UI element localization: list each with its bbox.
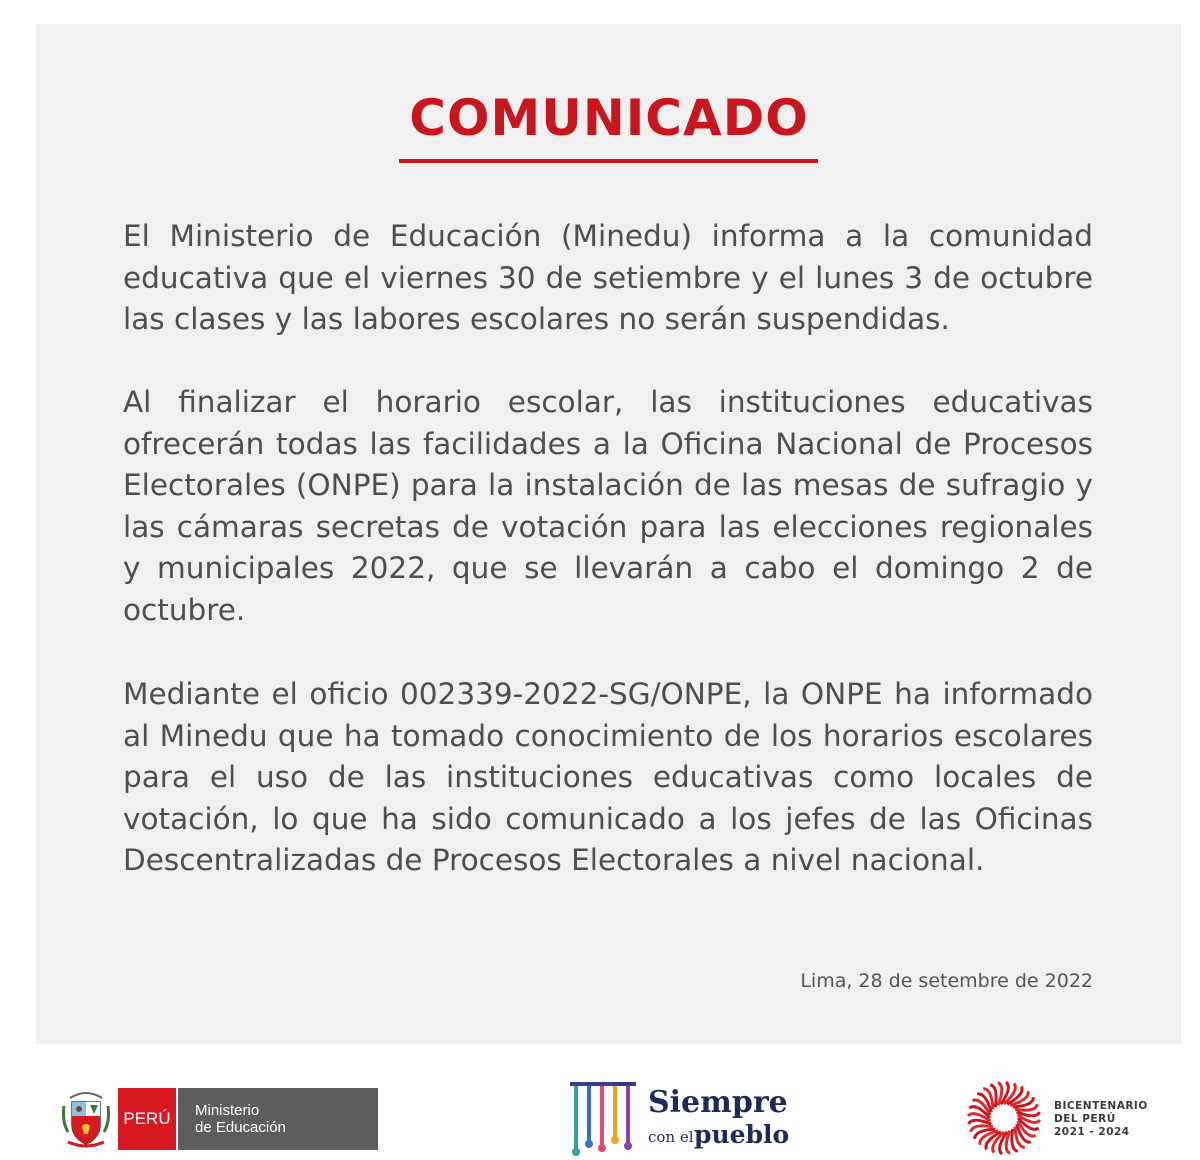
page-title: COMUNICADO	[409, 89, 809, 147]
bicentenario-line-3: 2021 - 2024	[1054, 1126, 1130, 1138]
con-el-word: con el	[648, 1128, 694, 1146]
peru-badge	[118, 1088, 176, 1150]
ministry-badge	[178, 1088, 378, 1150]
paragraph-2: Al finalizar el horario escolar, las instituciones educativas ofrecerán todas las facilidades a la Oficina Nacional de Procesos Electorales (ONPE) para la instalación de las mesas de sufragio y las cámaras secretas de votación para las elecciones regionales y municipales 2022, que se llevarán a cabo el domingo 2 de octubre.	[123, 385, 1093, 627]
peru-label: PERÚ	[123, 1109, 171, 1128]
paragraph-1: El Ministerio de Educación (Minedu) informa a la comunidad educativa que el viernes 30 de setiembre y el lunes 3 de octubre las clases y las labores escolares no serán suspendidas.	[123, 219, 1093, 336]
bicentenario-logo	[966, 1080, 1176, 1156]
bicentenario-line-2: DEL PERÚ	[1054, 1113, 1116, 1125]
siempre-word: Siempre	[648, 1085, 788, 1120]
ministry-line-2: de Educación	[195, 1119, 286, 1136]
siempre-con-el-pueblo-logo	[568, 1080, 790, 1158]
siempre-colored-bars-icon	[568, 1080, 638, 1158]
pueblo-word: pueblo	[694, 1120, 790, 1149]
ministry-line-1: Ministerio	[195, 1102, 260, 1119]
bicentenario-line-1: BICENTENARIO	[1054, 1100, 1148, 1112]
bicentenario-text	[1054, 1100, 1148, 1139]
paragraph-3: Mediante el oficio 002339-2022-SG/ONPE, la ONPE ha informado al Minedu que ha tomado conocimiento de los horarios escolares para el uso de las instituciones educativas como locales de votación, lo que ha sido comunicado a los jefes de las Oficinas Descentralizadas de Procesos Electorales a nivel nacional.	[123, 677, 1093, 877]
bicentenario-sun-icon	[966, 1080, 1042, 1156]
peru-coat-of-arms-icon	[60, 1088, 112, 1150]
date-line: Lima, 28 de setembre de 2022	[800, 970, 1093, 992]
title-underline	[399, 159, 818, 163]
